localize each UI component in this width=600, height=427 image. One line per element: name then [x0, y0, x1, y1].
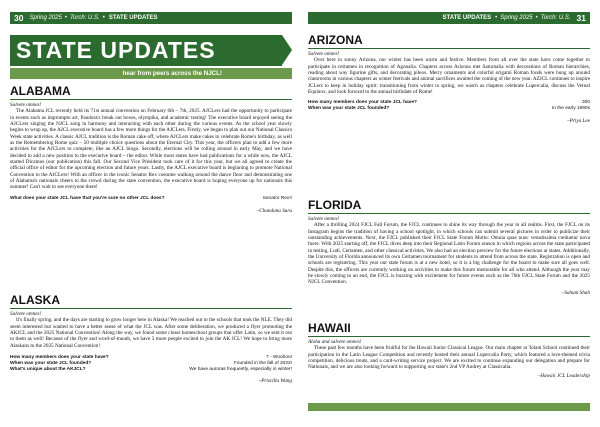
qa-row: [308, 106, 590, 112]
banner-subtitle: hear from peers across the NJCL!: [10, 68, 292, 79]
section-body: The Alabama JCL recently held its 71st annual convention on February 6th – 7th, 2025. AJCLers had the opportunity to participate in events such as impromptu art, Pandora's break out boxes, olympika, and academic testing! The executive board enjoyed seeing the AJCLers singing the NJCL song in harmony and interacting with each other during the various events. As the school year slowly begins to wrap up, the AJCL executive board has a few more things for the AJCLers. Firstly, we began to plan out our National Classics Week state activities. A classic AJCL tradition is the Roman cake off, where AJCLers make cakes to celebrate Rome's birthday, as well as the Remembering Rome quiz – 50 multiple choice questions about the Eternal City. This year, the officers plan to add a few more activities for the AJCLers to complete, like an AJCL bingo. Secondly, elections will be rolling around in early May, and we have decided to add a new position to the executive board – the editor. While most states have had publications for a while now, the AJCL started Dicamus (our publication) this fall. Our Second Vice President took care of it for this year, but we all agreed to create the official office of editor for the upcoming election and future years. Lastly, the AJCL executive board is beginning to promote National Convention to the AJCLers! With an officer in the iconic Senator Rex costume walking around the dance floor and demonstrating one of Alabama's nationals cheers to the crowd during the state convention, the executive board is hoping everyone up for nationals this summer! Can't wait to see everyone there!: [10, 108, 292, 191]
qa-row: [10, 367, 292, 373]
alaska-section: [10, 293, 292, 384]
section-title: ALASKA: [10, 293, 60, 307]
right-page: [300, 0, 600, 427]
section-title: ARIZONA: [308, 33, 363, 47]
qa-answer: 7 - Woohoo!: [265, 355, 292, 361]
header-section: STATE UPDATES: [108, 15, 158, 21]
section-rule: [308, 48, 590, 49]
arizona-section: [308, 33, 590, 125]
section-rule: [308, 336, 590, 337]
qa-question: What's unique about the AKJCL?: [10, 367, 86, 373]
signature: –Hawaii JCL Leadership: [537, 372, 590, 379]
florida-section: [308, 198, 590, 296]
header-separator: •: [535, 15, 538, 21]
qa-answer: 300: [581, 100, 590, 106]
header-issue: Spring 2025: [500, 15, 533, 21]
section-rule: [308, 213, 590, 214]
greeting: Aloha and salvete omnes!: [308, 339, 362, 345]
header-separator: •: [64, 15, 67, 21]
hawaii-section: [308, 321, 590, 379]
state-updates-banner: STATE UPDATES: [10, 35, 282, 66]
section-title: FLORIDA: [308, 198, 362, 212]
page-number: 30: [14, 13, 24, 23]
page-header: [10, 12, 292, 24]
banner-arrow: [282, 35, 292, 65]
qa-answer: In the early 1990s: [551, 106, 590, 112]
qa-question: What does your state JCL have that you're sure no other JCL does?: [10, 195, 165, 201]
qa-question: When was your state JCL founded?: [308, 106, 390, 112]
greeting: Salvete omnes!: [10, 311, 42, 317]
footer-bar: [308, 403, 590, 411]
section-body: These past few months have been fruitful for the Hawaii Junior Classical League. Our main chapter at 'Iolani School continued their participation in the Latin League Competition and recently hosted their annual Lupercalia Party, which featured a love-themed trivia competition, delicious treats, and a card-writing service project. We are excited to continue expanding our delegation and prepare for Nationals, and we are also looking forward to supporting our state's 2nd VP Audrey at Classicalia.: [308, 345, 590, 371]
header-publication: Torch: U.S.: [69, 15, 100, 21]
header-separator: •: [102, 15, 105, 21]
signature: –Priscilla Wang: [258, 378, 292, 385]
greeting: Salvete omnes!: [308, 51, 340, 57]
header-section: STATE UPDATES: [442, 15, 492, 21]
signature: –Sohum Shah: [561, 289, 590, 296]
header-issue: Spring 2025: [29, 15, 62, 21]
section-body: Over here in sunny Arizona, our winter has been warm and festive. Members from all over the state have come together to participate in certamen in recognition of Agonalia. Chapters across Arizona met Saturnalia with decorations of Roman hierarchies, reading about way figurine gifts, and decorating pileos. Merry ornaments and colorful origami Roman foods were hung up around classrooms in various chapters as winter festivals and animal sacrifices awaited the coming of the new year. AZJCL continues to inspire JCLers to keep in holiday spirit: transitioning from winter to spring, we watch as chapters celebrate Lupercalia, discuss the Vernal Equinox, and look forward to the annual birthdate of Rome!: [308, 57, 591, 96]
section-title: HAWAII: [308, 321, 351, 335]
qa-answer: Senator Rex!!: [262, 195, 292, 201]
page-number: 31: [576, 13, 586, 23]
qa-question: How many members does your state JCL have?: [308, 100, 417, 106]
section-body: After a thrilling 2024 FJCL Fall Forum, the FJCL continues to shine its way through the year in all realms. First, the FJCL on its Instagram begins the tradition of having a school spotlight, in which schools can submit several pictures in order to publicize their outstanding achievements. Next, the FJCL published their FJCL State Forum Motto: Omnia quae nunc vetustissima creduntur nova fuere. With 2025 starting off, the FJCL dives deep into their Regional Latin Forum season in which regions across the state participated in testing, Ludi, Certamen, and other classical activities. We also had an election preview for the future elections at states. Additionally, the University of Florida announced its own Certamen tournament for students to attend from across the state. Registration is open and schools are registering. This year our state forum is at a new hotel, so it is a big challenge for the board to make sure all goes well. Despite this, the officers are currently working on activities to make this forum memorable for all who attend. Although the year may be slowly coming to an end, the FJCL is buzzing with excitement for future events such as the 76th FJCL State Forum and the 2025 NJCL Convention.: [308, 222, 590, 286]
qa-answer: We have auroras frequently, especially in winter!: [189, 367, 292, 373]
qa-question: How many members does your state have?: [10, 355, 109, 361]
qa-question: When was your state JCL founded?: [10, 361, 92, 367]
qa-answer: Founded in the fall of 2022!: [233, 361, 292, 367]
header-publication: Torch: U.S.: [540, 15, 571, 21]
signature: –Chandana Suru: [256, 207, 292, 214]
greeting: Salvete omnes!: [10, 102, 42, 108]
alabama-section: [10, 84, 292, 214]
header-separator: •: [495, 15, 498, 21]
qa-row: [10, 196, 292, 202]
section-body: It's finally spring, and the days are starting to grow longer here in Alaska! We reached out to the schools that took the NLE. They did seem interested but wanted to have a better sense of what the JCL was. After some deliberation, we produced a flyer promoting the AKJCL and the 2025 National Convention! Along the way, we found some closer homeschool groups that offer Latin, so we sent it out to them as well! Because of the flyer and word-of-mouth, we have 3 more people excited to join the AK JCL! We hope to bring more Alaskans to the 2025 National Convention!: [10, 317, 292, 349]
signature: –Priya Lee: [567, 118, 590, 125]
section-rule: [10, 99, 292, 100]
greeting: Salvete omnes!: [308, 216, 340, 222]
section-rule: [10, 308, 292, 309]
page-header: [308, 12, 590, 24]
section-title: ALABAMA: [10, 84, 71, 98]
